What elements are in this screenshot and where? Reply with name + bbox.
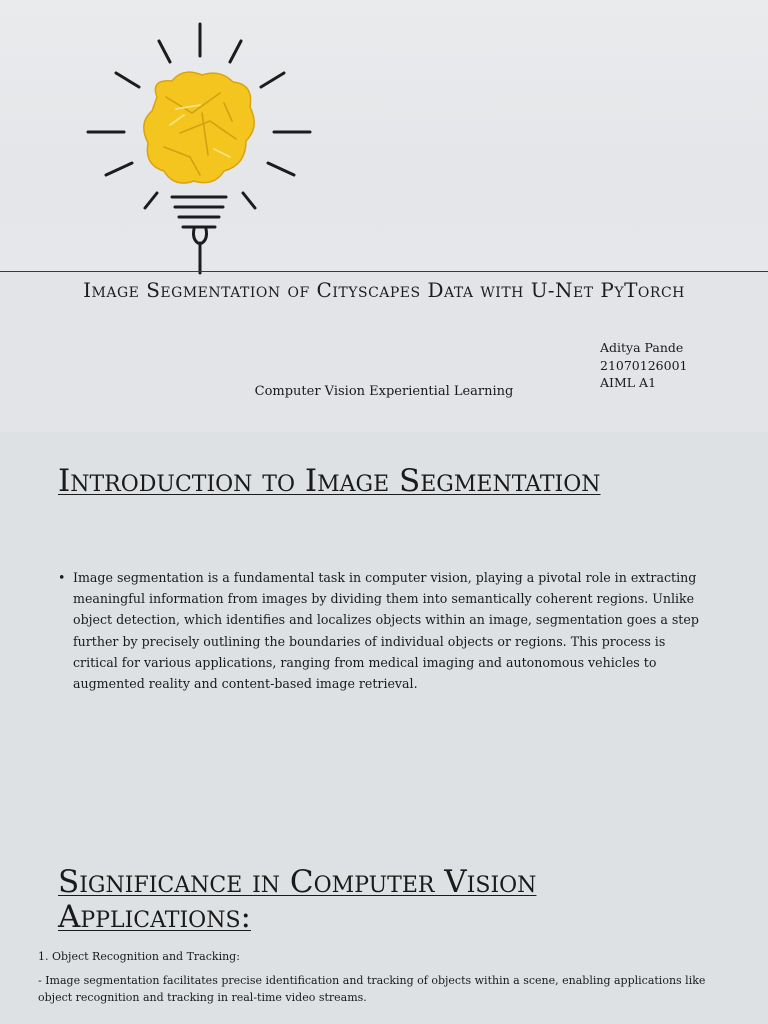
- list-item-text: - Image segmentation facilitates precise identification and tracking of objects within a scene, enabling applications like object recognition and tracking in real-time video streams.: [38, 974, 706, 1004]
- author-name: Aditya Pande: [600, 340, 684, 355]
- bullet-icon: •: [58, 570, 66, 585]
- bullet-list: [58, 567, 708, 694]
- list-item: [58, 567, 708, 694]
- slide-subtitle: Computer Vision Experiential Learning: [254, 384, 514, 399]
- significance-slide: [0, 865, 768, 1024]
- hero-image: [0, 0, 768, 272]
- divider-line: [0, 271, 768, 272]
- slide-heading: Introduction to Image Segmentation: [58, 463, 601, 499]
- crumpled-paper: [144, 72, 254, 183]
- bullet-text: Image segmentation is a fundamental task in computer vision, playing a pivotal role in extracting meaningful information from images by dividing them into semantically coherent regions. Unlike object detection, which identifies and localizes objects within an image, segmentation goes a step further by precisely outlining the boundaries of individual objects or regions. This process is critical for various applications, ranging from medical imaging and autonomous vehicles to augmented reality and content-based image retrieval.: [73, 570, 699, 692]
- author-id: 21070126001: [600, 357, 688, 373]
- slide-heading: Significance in Computer Vision Applications:: [58, 865, 537, 935]
- author-class: AIML A1: [600, 375, 657, 390]
- title-slide: [0, 0, 768, 432]
- intro-slide: [0, 433, 768, 864]
- list-item-title: 1. Object Recognition and Tracking:: [38, 950, 240, 963]
- lightbulb-icon: [80, 15, 320, 275]
- slide-title: Image Segmentation of Cityscapes Data with U-Net PyTorch: [83, 278, 685, 302]
